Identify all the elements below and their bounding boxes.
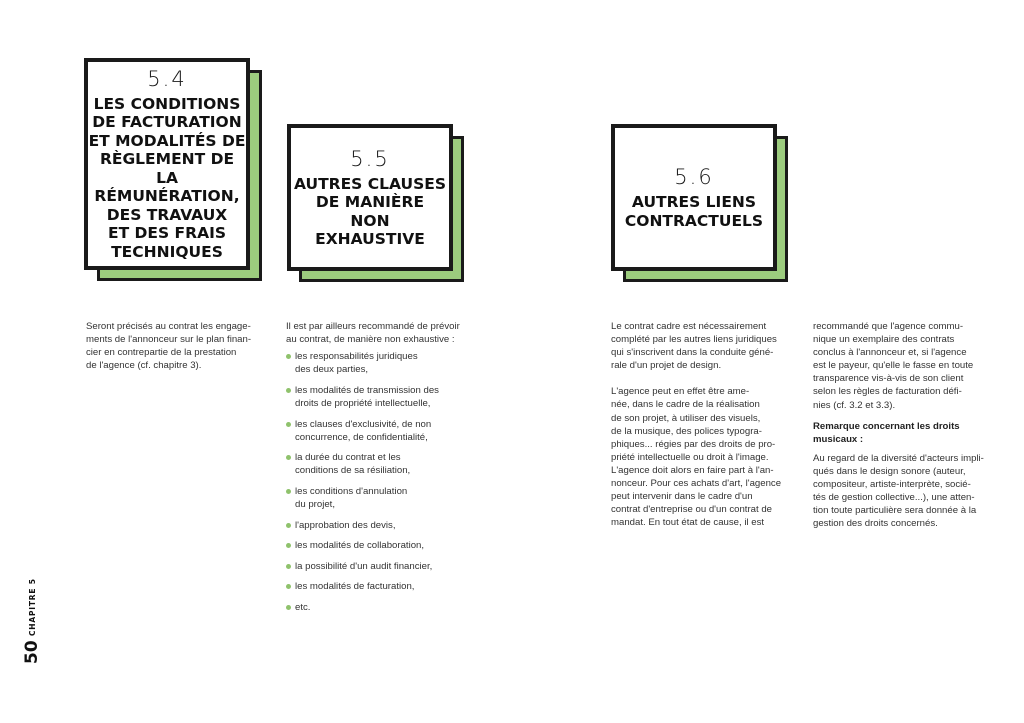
text-line: tés de gestion collective...), une atten- bbox=[813, 492, 975, 504]
text-line: de l'agence (cf. chapitre 3). bbox=[86, 360, 202, 372]
text-line: Au regard de la diversité d'acteurs impli- bbox=[813, 452, 984, 464]
title-line: ET DES FRAIS bbox=[107, 224, 227, 243]
title-line: CONTRACTUELS bbox=[624, 211, 764, 230]
list-item-line: la durée du contrat et les bbox=[295, 452, 401, 464]
text-line: complété par les autres liens juridiques bbox=[611, 334, 777, 346]
text-line: qués dans le design sonore (auteur, bbox=[813, 465, 966, 477]
intro-line: Il est par ailleurs recommandé de prévoir bbox=[286, 321, 460, 332]
list-item bbox=[286, 350, 471, 376]
section-card-5-4 bbox=[84, 58, 250, 270]
text-line: de son projet, à utiliser des visuels, bbox=[611, 412, 761, 424]
text-line: priété intellectuelle ou droit à l'image. bbox=[611, 451, 769, 463]
list-item-line: concurrence, de confidentialité, bbox=[295, 431, 428, 443]
title-line: NON bbox=[350, 211, 390, 230]
title-line: LES CONDITIONS bbox=[93, 94, 241, 113]
text-line: conclus à l'annonceur et, si l'agence bbox=[813, 347, 967, 359]
title-line: AUTRES CLAUSES bbox=[293, 174, 447, 193]
section-number: 5.4 bbox=[147, 66, 187, 91]
text-line: transparence vis-à-vis de son client bbox=[813, 373, 964, 385]
list-item bbox=[286, 451, 471, 477]
list-item-line: la possibilité d'un audit financier, bbox=[295, 560, 433, 572]
text-line: cier en contrepartie de la prestation bbox=[86, 347, 237, 359]
title-line: DE MANIÈRE bbox=[315, 193, 425, 211]
page-number: 50 bbox=[22, 640, 42, 664]
column-2-text bbox=[286, 320, 471, 622]
column-3-text bbox=[611, 320, 789, 529]
title-line: DE FACTURATION bbox=[92, 113, 242, 132]
text-line: peut intervenir dans le cadre d'un bbox=[611, 491, 753, 503]
text-line: nique un exemplaire des contrats bbox=[813, 334, 955, 346]
list-item bbox=[286, 485, 471, 511]
section-title bbox=[625, 193, 763, 230]
title-line: EXHAUSTIVE bbox=[315, 230, 425, 248]
list-item bbox=[286, 384, 471, 410]
clause-list bbox=[286, 350, 471, 614]
text-line: qui s'inscrivent dans la conduite géné- bbox=[611, 347, 774, 359]
text-line: rale d'un projet de design. bbox=[611, 360, 722, 372]
list-item-line: des deux parties, bbox=[295, 364, 369, 376]
title-line: AUTRES LIENS bbox=[631, 193, 757, 211]
section-card-5-6 bbox=[611, 124, 777, 271]
text-line: gestion des droits concernés. bbox=[813, 518, 938, 530]
section-card-5-5 bbox=[287, 124, 453, 271]
text-line: est le payeur, qu'elle le fasse en toute bbox=[813, 360, 974, 372]
chapter-label: CHAPITRE 5 bbox=[28, 578, 37, 636]
list-item bbox=[286, 539, 471, 552]
text-line: mandat. En tout état de cause, il est bbox=[611, 517, 765, 529]
text-line: Le contrat cadre est nécessairement bbox=[611, 321, 767, 332]
text-line: contrat d'entreprise ou d'un contrat de bbox=[611, 504, 772, 516]
text-line: nies (cf. 3.2 et 3.3). bbox=[813, 399, 896, 411]
list-item bbox=[286, 560, 471, 573]
text-line: recommandé que l'agence commu- bbox=[813, 321, 964, 332]
text-line: tion toute particulière sera donnée à la bbox=[813, 505, 977, 517]
title-line: TECHNIQUES bbox=[111, 242, 223, 261]
text-line: nonceur. Pour ces achats d'art, l'agence bbox=[611, 478, 782, 490]
list-item bbox=[286, 601, 471, 614]
text-line: ments de l'annonceur sur le plan finan- bbox=[86, 334, 252, 346]
column-4-text bbox=[813, 320, 993, 530]
list-item-line: conditions de sa résiliation, bbox=[295, 465, 411, 477]
list-item bbox=[286, 418, 471, 444]
list-item-line: les clauses d'exclusivité, de non bbox=[295, 418, 432, 430]
title-line: RÉMUNÉRATION, bbox=[94, 187, 240, 206]
section-title bbox=[294, 175, 446, 249]
list-item-line: etc. bbox=[295, 602, 311, 613]
text-line: phiques... régies par des droits de pro- bbox=[611, 438, 776, 450]
title-line: DES TRAVAUX bbox=[106, 205, 228, 224]
text-line: Seront précisés au contrat les engage- bbox=[86, 321, 251, 332]
list-item-line: du projet, bbox=[295, 499, 336, 511]
remark-heading: Remarque concernant les droits bbox=[813, 420, 960, 432]
remark-heading: musicaux : bbox=[813, 433, 864, 445]
list-item-line: les responsabilités juridiques bbox=[295, 351, 418, 363]
text-line: L'agence peut en effet être ame- bbox=[611, 386, 750, 398]
list-item bbox=[286, 580, 471, 593]
list-item bbox=[286, 519, 471, 532]
list-item-line: les modalités de transmission des bbox=[295, 384, 439, 396]
section-number: 5.6 bbox=[674, 165, 714, 189]
section-number: 5.5 bbox=[350, 146, 390, 171]
list-item-line: les modalités de collaboration, bbox=[295, 540, 425, 552]
list-item-line: les modalités de facturation, bbox=[295, 581, 415, 593]
intro-line: au contrat, de manière non exhaustive : bbox=[286, 334, 455, 346]
list-item-line: l'approbation des devis, bbox=[295, 519, 396, 531]
text-line: compositeur, artiste-interprète, socié- bbox=[813, 479, 971, 491]
title-line: RÈGLEMENT DE LA bbox=[99, 150, 235, 187]
section-title bbox=[88, 95, 246, 262]
text-line: selon les règles de facturation défi- bbox=[813, 386, 962, 398]
text-line: née, dans le cadre de la réalisation bbox=[611, 399, 760, 411]
text-line: L'agence doit alors en faire part à l'an- bbox=[611, 464, 774, 476]
text-line: de la musique, des polices typogra- bbox=[611, 425, 762, 437]
list-item-line: les conditions d'annulation bbox=[295, 485, 408, 497]
title-line: ET MODALITÉS DE bbox=[88, 131, 246, 150]
column-1-text bbox=[86, 320, 261, 372]
list-item-line: droits de propriété intellectuelle, bbox=[295, 397, 431, 409]
